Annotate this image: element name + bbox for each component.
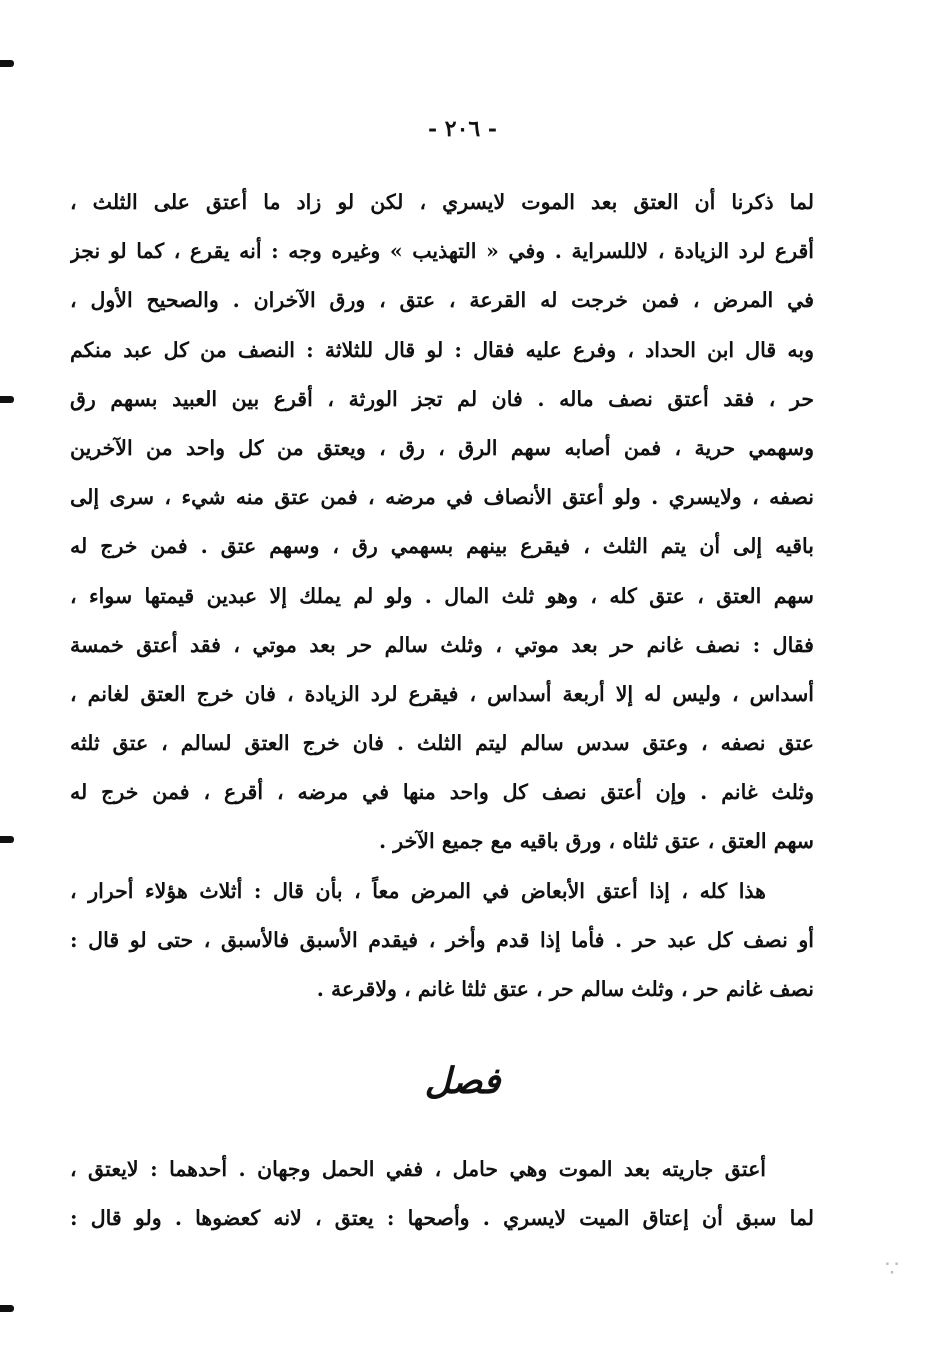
text-line: فقال : نصف غانم حر بعد موتي ، وثلث سالم حر بعد موتي ، فقد أعتق خمسة (70, 632, 814, 657)
text-line: سهم العتق ، عتق ثلثاه ، ورق باقيه مع جميع الآخر . (379, 829, 814, 854)
binding-mark (0, 1305, 14, 1312)
paragraph-3 (70, 1145, 814, 1243)
paragraph-2 (70, 867, 814, 1015)
binding-mark (0, 396, 14, 403)
text-line: عتق نصفه ، وعتق سدس سالم ليتم الثلث . فان خرج العتق لسالم ، عتق ثلثه (70, 731, 814, 756)
binding-mark (0, 836, 14, 843)
text-line: باقيه إلى أن يتم الثلث ، فيقرع بينهم بسهمي رق ، وسهم عتق . فمن خرج له (70, 534, 814, 559)
text-line: لما سبق أن إعتاق الميت لايسري . وأصحها : يعتق ، لانه كعضوها . ولو قال : (70, 1206, 814, 1231)
text-line: وسهمي حرية ، فمن أصابه سهم الرق ، رق ، ويعتق من كل واحد من الآخرين (70, 435, 814, 460)
page-number: - ٢٠٦ - (427, 116, 498, 142)
text-line: أعتق جاريته بعد الموت وهي حامل ، ففي الحمل وجهان . أحدهما : لايعتق ، (70, 1157, 766, 1181)
text-line: أو نصف كل عبد حر . فأما إذا قدم وأخر ، فيقدم الأسبق فالأسبق ، حتى لو قال : (70, 928, 814, 953)
section-heading: فصل (424, 1060, 501, 1102)
text-line: في المرض ، فمن خرجت له القرعة ، عتق ، ورق الآخران . والصحيح الأول ، (70, 288, 814, 313)
text-line: لما ذكرنا أن العتق بعد الموت لايسري ، لكن لو زاد ما أعتق على الثلث ، (70, 190, 814, 214)
text-line: أسداس ، وليس له إلا أربعة أسداس ، فيقرع لرد الزيادة ، فان خرج العتق لغانم ، (70, 681, 814, 706)
paragraph-1 (70, 178, 814, 867)
binding-mark (0, 60, 14, 67)
text-line: هذا كله ، إذا أعتق الأبعاض في المرض معاً ، بأن قال : أثلاث هؤلاء أحرار ، (70, 879, 766, 903)
text-line: حر ، فقد أعتق نصف ماله . فان لم تجز الورثة ، أقرع بين العبيد بسهم رق (70, 386, 814, 411)
text-line: نصف غانم حر ، وثلث سالم حر ، عتق ثلثا غانم ، ولاقرعة . (316, 977, 814, 1002)
text-line: وبه قال ابن الحداد ، وفرع عليه فقال : لو قال للثلاثة : النصف من كل عبد منكم (70, 337, 814, 362)
text-line: سهم العتق ، عتق كله ، وهو ثلث المال . ولو لم يملك إلا عبدين قيمتها سواء ، (70, 583, 814, 608)
ink-smudge: ∵ (885, 1257, 899, 1282)
text-line: نصفه ، ولايسري . ولو أعتق الأنصاف في مرضه ، فمن عتق منه شيء ، سرى إلى (70, 485, 814, 510)
text-line: أقرع لرد الزيادة ، لاللسراية . وفي « التهذيب » وغيره وجه : أنه يقرع ، كما لو نجز (70, 239, 814, 264)
text-line: وثلث غانم . وإن أعتق نصف كل واحد منها في مرضه ، أقرع ، فمن خرج له (70, 780, 814, 805)
